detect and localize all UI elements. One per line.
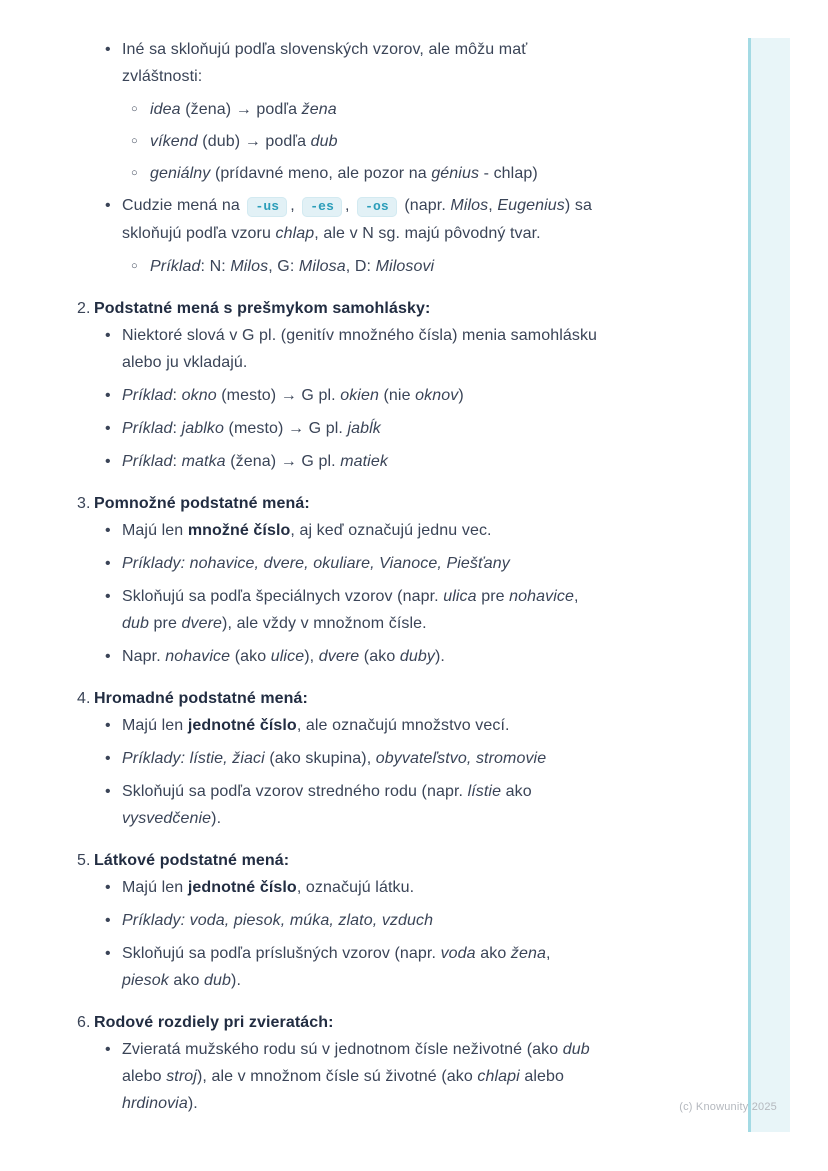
italic-text: Eugenius — [497, 197, 565, 214]
italic-text: Príklady: nohavice, dvere, okuliare, Vianoce, Piešťany — [122, 555, 510, 572]
list-item-text — [122, 550, 510, 577]
italic-text: Príklad — [122, 387, 173, 404]
sub-list-item — [131, 253, 748, 280]
list-item-text — [150, 253, 434, 280]
list-item — [105, 322, 748, 376]
bullet-icon: • — [105, 879, 111, 896]
list-item-text — [122, 382, 464, 409]
text-run: pre — [149, 615, 182, 632]
list-item-text — [122, 643, 445, 670]
text-run: Skloňujú sa podľa vzorov stredného rodu (napr. — [122, 783, 468, 800]
heading-number: 5. — [77, 852, 91, 869]
list-item — [105, 1036, 748, 1117]
text-run: Niektoré slová v G pl. (genitív množného čísla) menia samohlásku — [122, 327, 598, 344]
italic-text: Príklady: lístie, žiaci — [122, 750, 265, 767]
watermark: (c) Knowunity 2025 — [679, 1101, 777, 1113]
italic-text: vysvedčenie — [122, 810, 212, 827]
text-run: ako — [475, 945, 511, 962]
text-run: ako — [501, 783, 532, 800]
italic-text: voda — [440, 945, 476, 962]
text-run: Majú len — [122, 717, 188, 734]
italic-text: okno — [181, 387, 217, 404]
text-run: : — [172, 387, 182, 404]
list-item — [105, 583, 748, 637]
italic-text: oknov — [415, 387, 459, 404]
bullet-icon: • — [105, 327, 111, 344]
text-run: Majú len — [122, 879, 188, 896]
italic-text: dvere — [181, 615, 223, 632]
italic-text: Príklady: voda, piesok, múka, zlato, vzduch — [122, 912, 434, 929]
text-run: , G: — [268, 258, 299, 275]
bullet-icon: • — [105, 555, 111, 572]
heading-number: 4. — [77, 690, 91, 707]
text-run: (mesto) → G pl. — [216, 387, 341, 404]
list-item-text — [122, 322, 597, 376]
bullet-icon: • — [105, 453, 111, 470]
list-item — [105, 907, 748, 934]
list-item-text — [122, 778, 532, 832]
list-item — [105, 940, 748, 994]
list-item-text — [122, 940, 551, 994]
text-run: (nie — [378, 387, 416, 404]
list-item-text — [122, 192, 592, 247]
sub-list-item — [131, 160, 748, 187]
list-item — [105, 415, 748, 442]
text-run: (napr. — [399, 197, 451, 214]
heading-text: Rodové rozdiely pri zvieratách: — [94, 1014, 334, 1031]
circle-icon: ○ — [131, 135, 138, 147]
list-item — [105, 874, 748, 901]
section-heading — [77, 847, 748, 874]
text-run: , aj keď označujú jednu vec. — [290, 522, 492, 539]
list-item — [105, 745, 748, 772]
text-run: alebo ju vkladajú. — [122, 354, 248, 371]
list-item-text — [122, 907, 433, 934]
list-item-text — [150, 128, 338, 155]
italic-text: nohavice — [165, 648, 231, 665]
italic-text: lístie — [467, 783, 502, 800]
list-item — [105, 712, 748, 739]
sub-list-item — [131, 96, 748, 123]
text-run: alebo — [519, 1068, 565, 1085]
italic-text: stroj — [166, 1068, 197, 1085]
italic-text: génius — [431, 165, 480, 182]
list-item-text — [122, 1036, 590, 1117]
text-run: ako — [168, 972, 205, 989]
text-run: ) sa — [564, 197, 592, 214]
list-item-text — [122, 712, 510, 739]
bold-text: jednotné číslo — [187, 879, 297, 896]
list-item — [105, 448, 748, 475]
text-run: Majú len — [122, 522, 188, 539]
italic-text: idea — [150, 101, 181, 118]
bullet-icon: • — [105, 783, 111, 800]
text-run: alebo — [122, 1068, 167, 1085]
text-run: ). — [187, 1095, 198, 1112]
italic-text: duby — [399, 648, 435, 665]
italic-text: matiek — [340, 453, 388, 470]
inline-code-badge: -us — [247, 197, 287, 217]
list-item-text — [122, 874, 414, 901]
bullet-icon: • — [105, 912, 111, 929]
italic-text: Príklad — [150, 258, 201, 275]
bullet-icon: • — [105, 387, 111, 404]
italic-text: žena — [510, 945, 546, 962]
text-run: ), — [304, 648, 319, 665]
text-run: Skloňujú sa podľa špeciálnych vzorov (napr. — [122, 588, 444, 605]
bullet-icon: • — [105, 750, 111, 767]
text-run: Iné sa skloňujú podľa slovenských vzorov, ale môžu mať — [122, 41, 528, 58]
italic-text: jabĺk — [347, 420, 381, 437]
italic-text: dvere — [318, 648, 360, 665]
text-run: , — [290, 197, 300, 214]
text-run: - chlap) — [479, 165, 538, 182]
text-run: zvláštnosti: — [122, 68, 203, 85]
bullet-icon: • — [105, 1041, 111, 1058]
italic-text: žena — [301, 101, 337, 118]
text-run: , — [545, 945, 551, 962]
italic-text: geniálny — [150, 165, 211, 182]
italic-text: Milos — [450, 197, 489, 214]
inline-code-badge: -es — [302, 197, 342, 217]
text-run: ), ale v množnom čísle sú životné (ako — [196, 1068, 478, 1085]
text-run: (žena) → G pl. — [225, 453, 341, 470]
heading-number: 6. — [77, 1014, 91, 1031]
bullet-icon: • — [105, 945, 111, 962]
heading-number: 3. — [77, 495, 91, 512]
list-item-text — [122, 415, 381, 442]
italic-text: Príklad — [122, 420, 173, 437]
italic-text: dub — [204, 972, 232, 989]
text-run: , ale označujú množstvo vecí. — [296, 717, 510, 734]
list-item-text — [122, 583, 579, 637]
italic-text: nohavice — [509, 588, 575, 605]
heading-text: Látkové podstatné mená: — [94, 852, 290, 869]
list-item-text — [122, 517, 492, 544]
italic-text: hrdinovia — [122, 1095, 188, 1112]
text-run: (ako — [359, 648, 400, 665]
list-item — [105, 550, 748, 577]
text-run: Cudzie mená na — [122, 197, 245, 214]
text-run: (prídavné meno, ale pozor na — [210, 165, 432, 182]
document-content — [0, 36, 748, 1123]
inline-code-badge: -os — [357, 197, 397, 217]
bullet-icon: • — [105, 648, 111, 665]
section-heading — [77, 295, 748, 322]
text-run: Zvieratá mužského rodu sú v jednotnom čísle neživotné (ako — [122, 1041, 563, 1058]
text-run: ) — [458, 387, 464, 404]
bullet-icon: • — [105, 197, 111, 214]
circle-icon: ○ — [131, 167, 138, 179]
italic-text: okien — [340, 387, 379, 404]
text-run: pre — [476, 588, 510, 605]
italic-text: Príklad — [122, 453, 173, 470]
text-run: Napr. — [122, 648, 166, 665]
italic-text: jablko — [181, 420, 224, 437]
italic-text: chlap — [275, 225, 315, 242]
circle-icon: ○ — [131, 260, 138, 272]
text-run: (mesto) → G pl. — [224, 420, 348, 437]
list-item — [105, 778, 748, 832]
bullet-icon: • — [105, 588, 111, 605]
text-run: (ako — [230, 648, 271, 665]
bold-text: množné číslo — [187, 522, 291, 539]
italic-text: víkend — [150, 133, 198, 150]
italic-text: ulica — [443, 588, 477, 605]
italic-text: dub — [310, 133, 338, 150]
circle-icon: ○ — [131, 103, 138, 115]
heading-text: Podstatné mená s prešmykom samohlásky: — [94, 300, 431, 317]
section-heading — [77, 1009, 748, 1036]
text-run: , D: — [345, 258, 376, 275]
text-run: , — [574, 588, 579, 605]
sub-list-item — [131, 128, 748, 155]
heading-number: 2. — [77, 300, 91, 317]
text-run: , — [345, 197, 355, 214]
list-item — [105, 382, 748, 409]
italic-text: piesok — [122, 972, 169, 989]
text-run: Skloňujú sa podľa príslušných vzorov (napr. — [122, 945, 441, 962]
bullet-icon: • — [105, 522, 111, 539]
italic-text: dub — [122, 615, 149, 632]
list-item — [105, 36, 748, 90]
text-run: (žena) → podľa — [180, 101, 302, 118]
text-run: , — [488, 197, 498, 214]
text-run: (dub) → podľa — [197, 133, 311, 150]
italic-text: Milosovi — [375, 258, 435, 275]
text-run: : — [172, 453, 182, 470]
italic-text: ulice — [270, 648, 305, 665]
text-run: : N: — [200, 258, 231, 275]
text-run: (ako skupina), — [264, 750, 376, 767]
list-item-text — [150, 160, 538, 187]
accent-bar — [748, 38, 790, 1132]
list-item — [105, 517, 748, 544]
text-run: ). — [231, 972, 242, 989]
text-run: : — [172, 420, 182, 437]
bullet-icon: • — [105, 41, 111, 58]
section-heading — [77, 490, 748, 517]
bullet-icon: • — [105, 717, 111, 734]
italic-text: matka — [181, 453, 226, 470]
list-item-text — [150, 96, 337, 123]
italic-text: obyvateľstvo, stromovie — [375, 750, 547, 767]
text-run: ). — [434, 648, 445, 665]
list-item-text — [122, 448, 388, 475]
section-heading — [77, 685, 748, 712]
bold-text: jednotné číslo — [187, 717, 297, 734]
heading-text: Pomnožné podstatné mená: — [94, 495, 310, 512]
text-run: ), ale vždy v množnom čísle. — [222, 615, 427, 632]
italic-text: Milosa — [298, 258, 346, 275]
list-item-text — [122, 745, 546, 772]
list-item-text — [122, 36, 527, 90]
text-run: , označujú látku. — [296, 879, 415, 896]
bullet-icon: • — [105, 420, 111, 437]
italic-text: Milos — [230, 258, 269, 275]
text-run: ). — [211, 810, 222, 827]
list-item — [105, 192, 748, 247]
heading-text: Hromadné podstatné mená: — [94, 690, 308, 707]
list-item — [105, 643, 748, 670]
text-run: skloňujú podľa vzoru — [122, 225, 276, 242]
italic-text: dub — [562, 1041, 590, 1058]
italic-text: chlapi — [477, 1068, 520, 1085]
text-run: , ale v N sg. majú pôvodný tvar. — [314, 225, 541, 242]
